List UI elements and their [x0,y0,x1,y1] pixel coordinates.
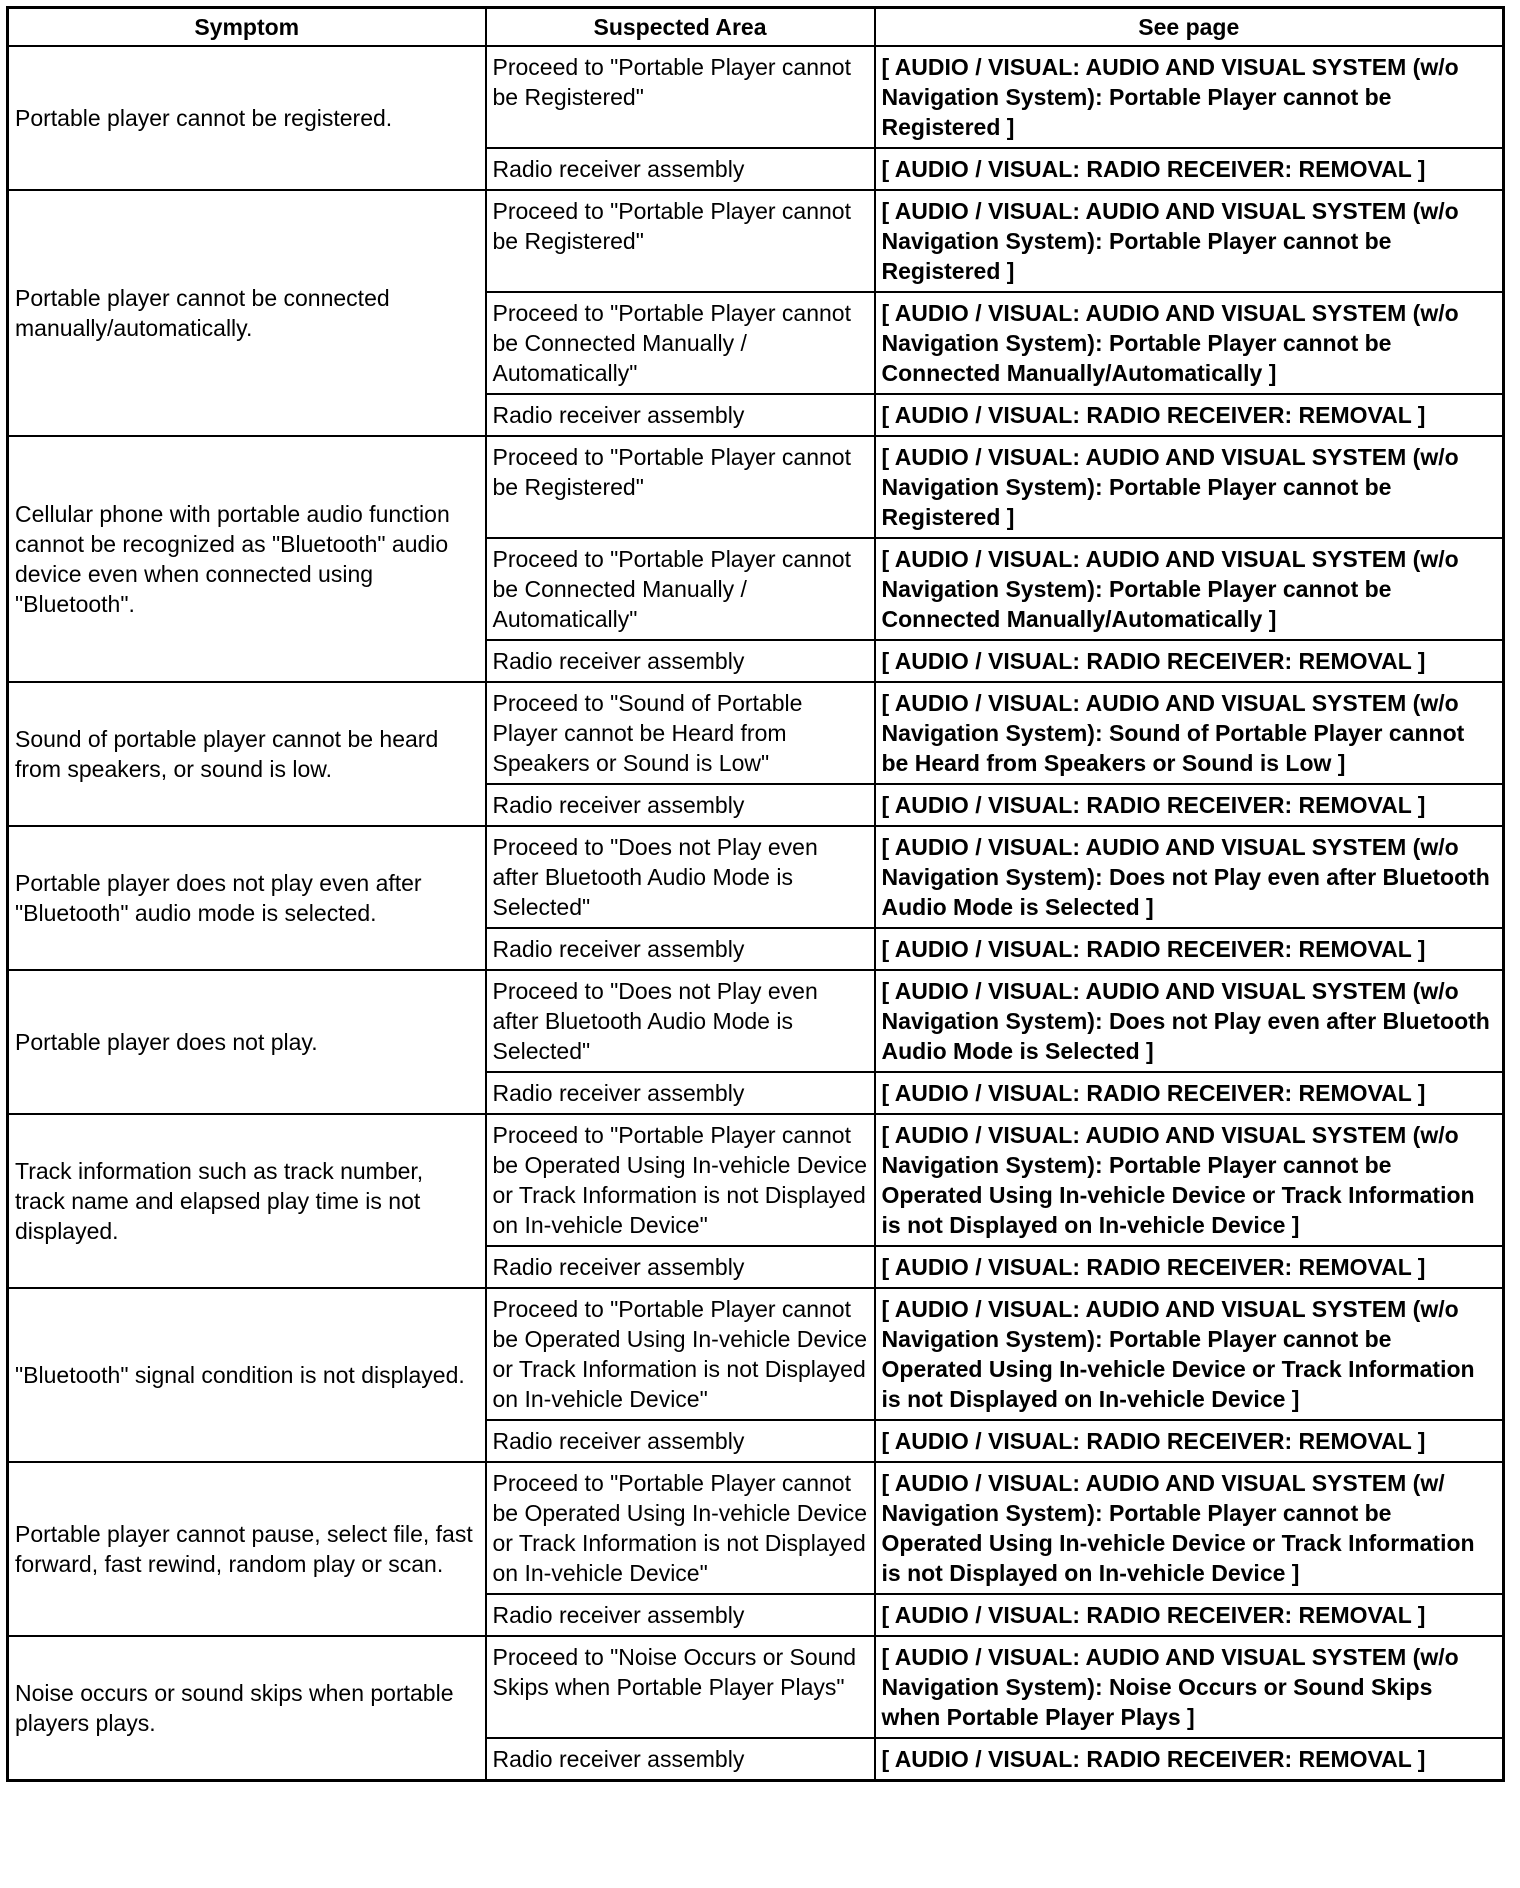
see-page-link[interactable]: [ AUDIO / VISUAL: RADIO RECEIVER: REMOVAL ] [875,784,1504,826]
symptom-cell: Sound of portable player cannot be heard from speakers, or sound is low. [8,682,486,826]
table-row [8,1462,1504,1594]
see-page-link[interactable]: [ AUDIO / VISUAL: RADIO RECEIVER: REMOVAL ] [875,928,1504,970]
table-row [8,1114,1504,1246]
suspected-area-cell: Radio receiver assembly [486,394,875,436]
suspected-area-cell: Radio receiver assembly [486,1072,875,1114]
see-page-link[interactable]: [ AUDIO / VISUAL: AUDIO AND VISUAL SYSTEM (w/o Navigation System): Noise Occurs or Sound Skips when Portable Player Plays ] [875,1636,1504,1738]
suspected-area-cell: Proceed to "Noise Occurs or Sound Skips when Portable Player Plays" [486,1636,875,1738]
suspected-area-cell: Proceed to "Portable Player cannot be Registered" [486,46,875,148]
symptom-cell: Portable player cannot be registered. [8,46,486,190]
table-row [8,1636,1504,1738]
suspected-area-cell: Proceed to "Portable Player cannot be Registered" [486,190,875,292]
see-page-link[interactable]: [ AUDIO / VISUAL: RADIO RECEIVER: REMOVAL ] [875,1594,1504,1636]
symptom-cell: Cellular phone with portable audio function cannot be recognized as "Bluetooth" audio device even when connected using "Bluetooth". [8,436,486,682]
see-page-link[interactable]: [ AUDIO / VISUAL: AUDIO AND VISUAL SYSTEM (w/o Navigation System): Sound of Portable Player cannot be Heard from Speakers or Sound is Low ] [875,682,1504,784]
suspected-area-cell: Radio receiver assembly [486,1246,875,1288]
suspected-area-cell: Proceed to "Does not Play even after Bluetooth Audio Mode is Selected" [486,970,875,1072]
suspected-area-cell: Radio receiver assembly [486,928,875,970]
table-body [8,46,1504,1781]
symptom-cell: Portable player does not play even after "Bluetooth" audio mode is selected. [8,826,486,970]
symptom-cell: Portable player cannot be connected manually/automatically. [8,190,486,436]
suspected-area-cell: Radio receiver assembly [486,640,875,682]
see-page-link[interactable]: [ AUDIO / VISUAL: RADIO RECEIVER: REMOVAL ] [875,640,1504,682]
suspected-area-cell: Proceed to "Portable Player cannot be Registered" [486,436,875,538]
troubleshooting-table [6,6,1505,1782]
suspected-area-cell: Proceed to "Portable Player cannot be Operated Using In-vehicle Device or Track Information is not Displayed on In-vehicle Device" [486,1288,875,1420]
table-row [8,826,1504,928]
suspected-area-cell: Proceed to "Portable Player cannot be Operated Using In-vehicle Device or Track Information is not Displayed on In-vehicle Device" [486,1114,875,1246]
suspected-area-cell: Proceed to "Portable Player cannot be Operated Using In-vehicle Device or Track Information is not Displayed on In-vehicle Device" [486,1462,875,1594]
header-see-page: See page [875,8,1504,47]
see-page-link[interactable]: [ AUDIO / VISUAL: AUDIO AND VISUAL SYSTEM (w/o Navigation System): Portable Player cannot be Registered ] [875,46,1504,148]
suspected-area-cell: Radio receiver assembly [486,1738,875,1781]
suspected-area-cell: Radio receiver assembly [486,1594,875,1636]
see-page-link[interactable]: [ AUDIO / VISUAL: AUDIO AND VISUAL SYSTEM (w/ Navigation System): Portable Player cannot be Operated Using In-vehicle Device or Track Information is not Displayed on In-vehicle Device ] [875,1462,1504,1594]
table-row [8,682,1504,784]
table-row [8,970,1504,1072]
symptom-cell: Noise occurs or sound skips when portable players plays. [8,1636,486,1781]
suspected-area-cell: Proceed to "Sound of Portable Player cannot be Heard from Speakers or Sound is Low" [486,682,875,784]
symptom-cell: "Bluetooth" signal condition is not displayed. [8,1288,486,1462]
symptom-cell: Portable player does not play. [8,970,486,1114]
see-page-link[interactable]: [ AUDIO / VISUAL: AUDIO AND VISUAL SYSTEM (w/o Navigation System): Portable Player cannot be Operated Using In-vehicle Device or Track Information is not Displayed on In-vehicle Device ] [875,1288,1504,1420]
see-page-link[interactable]: [ AUDIO / VISUAL: AUDIO AND VISUAL SYSTEM (w/o Navigation System): Portable Player cannot be Connected Manually/Automatically ] [875,538,1504,640]
suspected-area-cell: Proceed to "Portable Player cannot be Connected Manually / Automatically" [486,538,875,640]
header-suspected-area: Suspected Area [486,8,875,47]
see-page-link[interactable]: [ AUDIO / VISUAL: AUDIO AND VISUAL SYSTEM (w/o Navigation System): Portable Player cannot be Registered ] [875,190,1504,292]
table-row [8,1288,1504,1420]
see-page-link[interactable]: [ AUDIO / VISUAL: AUDIO AND VISUAL SYSTEM (w/o Navigation System): Does not Play even after Bluetooth Audio Mode is Selected ] [875,826,1504,928]
see-page-link[interactable]: [ AUDIO / VISUAL: RADIO RECEIVER: REMOVAL ] [875,1246,1504,1288]
see-page-link[interactable]: [ AUDIO / VISUAL: RADIO RECEIVER: REMOVAL ] [875,394,1504,436]
see-page-link[interactable]: [ AUDIO / VISUAL: AUDIO AND VISUAL SYSTEM (w/o Navigation System): Portable Player cannot be Connected Manually/Automatically ] [875,292,1504,394]
table-row [8,190,1504,292]
troubleshooting-table-container [6,6,1502,1782]
suspected-area-cell: Proceed to "Portable Player cannot be Connected Manually / Automatically" [486,292,875,394]
see-page-link[interactable]: [ AUDIO / VISUAL: RADIO RECEIVER: REMOVAL ] [875,1738,1504,1781]
table-row [8,436,1504,538]
header-symptom: Symptom [8,8,486,47]
see-page-link[interactable]: [ AUDIO / VISUAL: AUDIO AND VISUAL SYSTEM (w/o Navigation System): Does not Play even after Bluetooth Audio Mode is Selected ] [875,970,1504,1072]
table-row [8,46,1504,148]
suspected-area-cell: Radio receiver assembly [486,148,875,190]
suspected-area-cell: Proceed to "Does not Play even after Bluetooth Audio Mode is Selected" [486,826,875,928]
see-page-link[interactable]: [ AUDIO / VISUAL: RADIO RECEIVER: REMOVAL ] [875,1072,1504,1114]
suspected-area-cell: Radio receiver assembly [486,1420,875,1462]
see-page-link[interactable]: [ AUDIO / VISUAL: AUDIO AND VISUAL SYSTEM (w/o Navigation System): Portable Player cannot be Registered ] [875,436,1504,538]
see-page-link[interactable]: [ AUDIO / VISUAL: AUDIO AND VISUAL SYSTEM (w/o Navigation System): Portable Player cannot be Operated Using In-vehicle Device or Track Information is not Displayed on In-vehicle Device ] [875,1114,1504,1246]
see-page-link[interactable]: [ AUDIO / VISUAL: RADIO RECEIVER: REMOVAL ] [875,1420,1504,1462]
symptom-cell: Portable player cannot pause, select file, fast forward, fast rewind, random play or scan. [8,1462,486,1636]
suspected-area-cell: Radio receiver assembly [486,784,875,826]
header-row [8,8,1504,47]
symptom-cell: Track information such as track number, track name and elapsed play time is not displayed. [8,1114,486,1288]
see-page-link[interactable]: [ AUDIO / VISUAL: RADIO RECEIVER: REMOVAL ] [875,148,1504,190]
